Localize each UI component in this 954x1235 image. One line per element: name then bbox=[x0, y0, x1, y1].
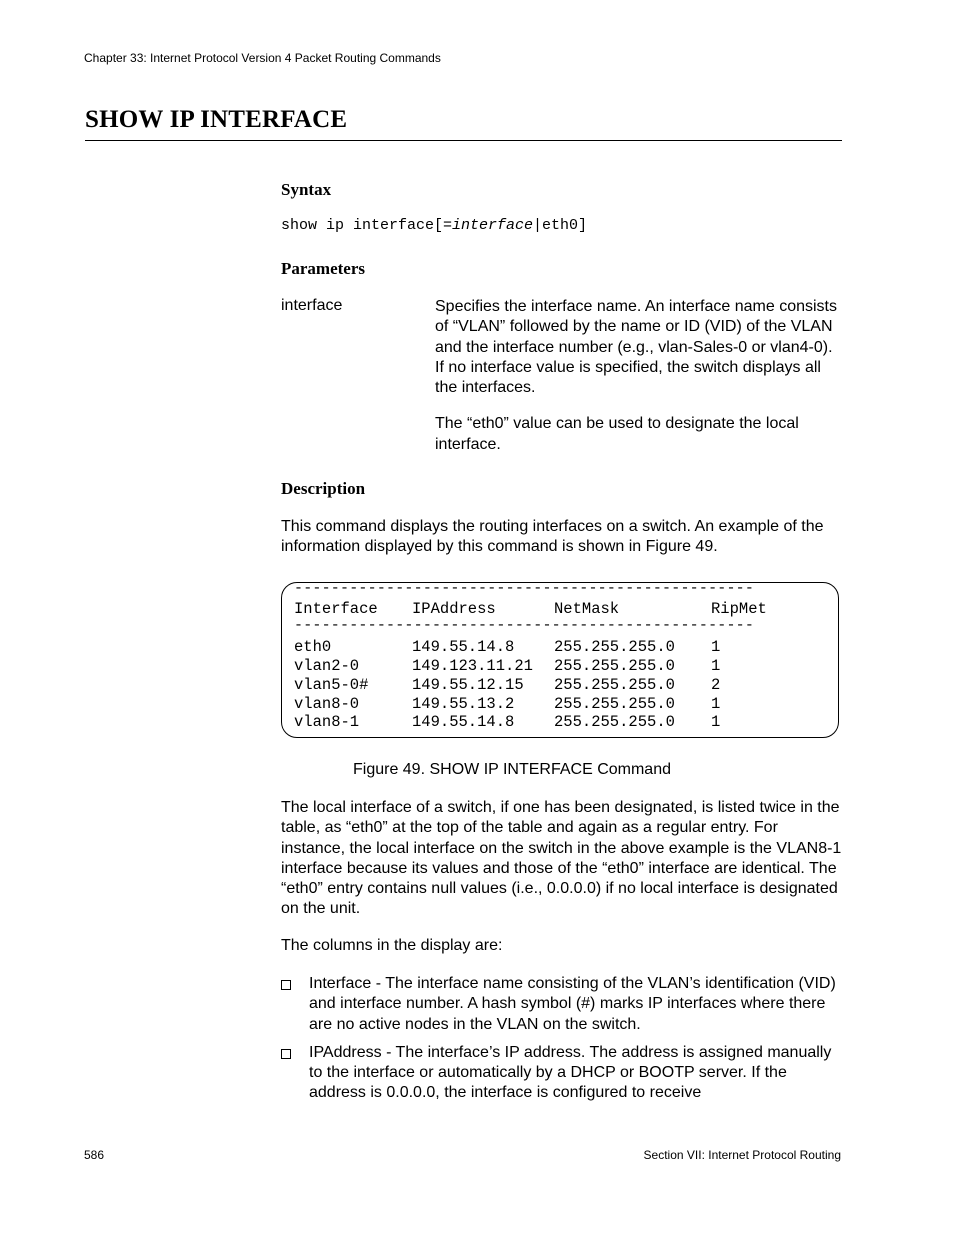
description-heading: Description bbox=[281, 479, 366, 498]
figure-cell: vlan8-0 bbox=[294, 695, 360, 713]
list-item bbox=[281, 1043, 846, 1104]
columns-list bbox=[281, 974, 846, 1112]
figure-cell: vlan5-0# bbox=[294, 676, 369, 694]
section-footer: Section VII: Internet Protocol Routing bbox=[643, 1148, 841, 1162]
figure-header-interface: Interface bbox=[294, 600, 378, 618]
figure-cell: eth0 bbox=[294, 638, 332, 656]
figure-cell: 1 bbox=[711, 657, 721, 675]
title-rule bbox=[85, 140, 842, 141]
figure-cell: 149.55.14.8 bbox=[412, 638, 515, 656]
figure-output-box bbox=[281, 582, 839, 738]
figure-cell: 149.55.14.8 bbox=[412, 713, 515, 731]
figure-cell: 1 bbox=[711, 695, 721, 713]
figure-cell: 255.255.255.0 bbox=[554, 713, 675, 731]
syntax-heading: Syntax bbox=[281, 180, 332, 199]
local-interface-paragraph: The local interface of a switch, if one has been designated, is listed twice in the table, as “eth0” at the top of the table and again as a regular entry. For instance, the local interface on the switch in the above example is the VLAN8-1 interface because its values and those of the “eth0” interface are identical. The “eth0” entry contains null values (i.e., 0.0.0.0) if no local interface is designated on the unit. bbox=[281, 799, 842, 918]
list-item bbox=[281, 974, 846, 1035]
syntax-command bbox=[281, 217, 587, 234]
syntax-command-suffix: |eth0] bbox=[533, 217, 588, 234]
page-title: SHOW IP INTERFACE bbox=[85, 106, 348, 133]
syntax-command-prefix: show ip interface[= bbox=[281, 217, 453, 234]
figure-row bbox=[294, 676, 781, 694]
parameter-description bbox=[435, 297, 845, 471]
figure-mid-dashes: -------------------------------------------------- bbox=[294, 617, 755, 634]
figure-cell: vlan2-0 bbox=[294, 657, 360, 675]
figure-header-row bbox=[294, 600, 781, 618]
figure-cell: 255.255.255.0 bbox=[554, 638, 675, 656]
checkbox-bullet-icon bbox=[281, 1043, 309, 1104]
figure-cell: vlan8-1 bbox=[294, 713, 360, 731]
figure-cell: 1 bbox=[711, 713, 721, 731]
list-item-text: Interface - The interface name consisting of the VLAN’s identification (VID) and interface number. A hash symbol (#) marks IP interfaces where there are no active nodes in the VLAN on the switch. bbox=[309, 975, 836, 1033]
figure-header-ipaddress: IPAddress bbox=[412, 600, 496, 618]
parameter-description-1: Specifies the interface name. An interface name consists of “VLAN” followed by the name or ID (VID) of the VLAN and the interface number (e.g., vlan-Sales-0 or vlan4-0). If no interface value is specified, the switch displays all the interfaces. bbox=[435, 298, 837, 397]
figure-row bbox=[294, 695, 781, 713]
list-item-text: IPAddress - The interface’s IP address. The address is assigned manually to the interface or automatically by a DHCP or BOOTP server. If the address is 0.0.0.0, the interface is configured to receive bbox=[309, 1043, 832, 1102]
figure-cell: 1 bbox=[711, 638, 721, 656]
syntax-command-param: interface bbox=[452, 217, 534, 234]
figure-row bbox=[294, 657, 781, 675]
parameter-description-2: The “eth0” value can be used to designate the local interface. bbox=[435, 415, 799, 453]
parameter-name: interface bbox=[281, 297, 343, 314]
figure-cell: 149.55.12.15 bbox=[412, 676, 524, 694]
description-intro: This command displays the routing interfaces on a switch. An example of the information displayed by this command is shown in Figure 49. bbox=[281, 518, 824, 556]
figure-row bbox=[294, 713, 781, 731]
figure-cell: 255.255.255.0 bbox=[554, 695, 675, 713]
figure-cell: 255.255.255.0 bbox=[554, 657, 675, 675]
figure-top-dashes: -------------------------------------------------- bbox=[294, 580, 755, 597]
parameters-heading: Parameters bbox=[281, 259, 366, 278]
columns-intro: The columns in the display are: bbox=[281, 937, 503, 954]
running-header: Chapter 33: Internet Protocol Version 4 Packet Routing Commands bbox=[84, 51, 441, 65]
page-number: 586 bbox=[84, 1148, 105, 1162]
checkbox-bullet-icon bbox=[281, 974, 309, 1035]
figure-cell: 255.255.255.0 bbox=[554, 676, 675, 694]
figure-row bbox=[294, 638, 781, 656]
figure-caption: Figure 49. SHOW IP INTERFACE Command bbox=[352, 761, 671, 778]
figure-header-ripmet: RipMet bbox=[711, 600, 767, 618]
figure-cell: 2 bbox=[711, 676, 721, 694]
figure-cell: 149.55.13.2 bbox=[412, 695, 515, 713]
figure-cell: 149.123.11.21 bbox=[412, 657, 533, 675]
figure-header-netmask: NetMask bbox=[554, 600, 620, 618]
